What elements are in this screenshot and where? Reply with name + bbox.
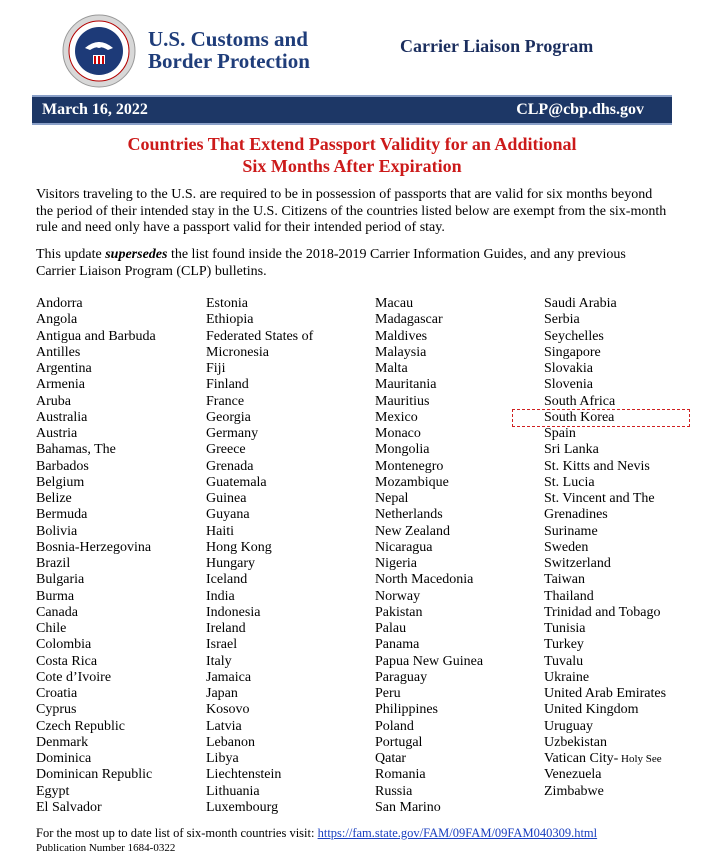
country-item: Jamaica bbox=[206, 669, 252, 685]
bulletin-date: March 16, 2022 bbox=[42, 101, 148, 118]
country-item: Guatemala bbox=[206, 474, 267, 490]
country-item: Greece bbox=[206, 442, 246, 458]
country-item: Mauritania bbox=[375, 377, 437, 393]
country-column-4 bbox=[544, 296, 666, 800]
country-item: Sweden bbox=[544, 539, 589, 555]
country-item: Bosnia-Herzegovina bbox=[36, 539, 152, 555]
country-item: Georgia bbox=[206, 409, 251, 425]
country-item: Portugal bbox=[375, 734, 423, 750]
country-item: Burma bbox=[36, 588, 75, 604]
country-item: Spain bbox=[544, 426, 576, 441]
country-item: Mozambique bbox=[375, 474, 449, 490]
country-item: Dominica bbox=[36, 751, 92, 766]
country-item: Antigua and Barbuda bbox=[36, 328, 156, 344]
country-item: Belgium bbox=[36, 474, 85, 490]
country-item: Saudi Arabia bbox=[544, 296, 617, 311]
country-item: St. Kitts and Nevis bbox=[544, 458, 650, 474]
country-item: Macau bbox=[375, 296, 414, 311]
country-item: Slovakia bbox=[544, 361, 593, 376]
country-item: Andorra bbox=[36, 296, 83, 311]
country-item: Monaco bbox=[375, 426, 421, 441]
country-item: Federated States of bbox=[206, 328, 314, 344]
country-item: Croatia bbox=[36, 686, 78, 701]
country-item: Uzbekistan bbox=[544, 734, 607, 750]
agency-name bbox=[148, 28, 310, 72]
country-item: Micronesia bbox=[206, 344, 269, 360]
south-korea-highlight bbox=[512, 409, 690, 427]
country-item: Qatar bbox=[375, 751, 407, 766]
country-item: Dominican Republic bbox=[36, 767, 153, 783]
country-item: Grenadines bbox=[544, 507, 608, 523]
country-item: Panama bbox=[375, 637, 420, 653]
country-item: Philippines bbox=[375, 702, 439, 718]
intro-paragraph: Visitors traveling to the U.S. are required to be in possession of passports that are valid for six months beyond the period of their intended stay in the U.S. Citizens of the countries listed below are exempt from the six-month rule and need only have a passport valid for their intended period of stay. bbox=[36, 187, 667, 235]
country-item: Nigeria bbox=[375, 556, 417, 571]
country-item: Tuvalu bbox=[544, 653, 584, 669]
country-item: Denmark bbox=[36, 734, 89, 750]
country-item: Kosovo bbox=[206, 702, 250, 718]
country-item: Peru bbox=[375, 686, 401, 701]
country-item: St. Vincent and The bbox=[544, 491, 655, 506]
country-item: Luxembourg bbox=[206, 799, 279, 815]
country-item: Israel bbox=[206, 637, 238, 653]
country-item: Brazil bbox=[36, 556, 71, 571]
country-item: Antilles bbox=[36, 344, 81, 360]
country-item: Turkey bbox=[544, 637, 584, 653]
country-item: Mauritius bbox=[375, 393, 430, 409]
country-item: Zimbabwe bbox=[544, 783, 604, 799]
country-item: Malta bbox=[375, 361, 408, 376]
country-item: Liechtenstein bbox=[206, 767, 282, 783]
country-item: South Korea bbox=[544, 409, 615, 425]
country-item: Czech Republic bbox=[36, 718, 126, 734]
country-item: Slovenia bbox=[544, 377, 593, 393]
country-item: Italy bbox=[206, 653, 232, 669]
country-item: Papua New Guinea bbox=[375, 653, 484, 669]
country-item: Germany bbox=[206, 426, 259, 441]
country-item: Vatican City- Holy See bbox=[544, 751, 662, 766]
country-item: Tunisia bbox=[544, 621, 586, 636]
country-item: Norway bbox=[375, 588, 421, 604]
date-bar bbox=[32, 95, 672, 125]
update-after: the list found inside the 2018-2019 Carrier Information Guides, and any previous Carrier Liaison Program (CLP) bulletins. bbox=[36, 247, 626, 279]
country-item: Costa Rica bbox=[36, 653, 98, 669]
country-item: Romania bbox=[375, 767, 426, 783]
country-item: Fiji bbox=[206, 361, 226, 376]
footer-text: For the most up to date list of six-month countries visit: bbox=[36, 826, 318, 840]
country-item: Lithuania bbox=[206, 783, 260, 799]
update-before: This update bbox=[36, 247, 106, 262]
country-column-3 bbox=[375, 296, 483, 816]
title-line1: Countries That Extend Passport Validity for an Additional bbox=[127, 134, 577, 154]
country-item: Guyana bbox=[206, 507, 250, 523]
country-item: El Salvador bbox=[36, 799, 102, 815]
title-line2: Six Months After Expiration bbox=[242, 156, 462, 176]
vatican-note: Holy See bbox=[618, 753, 662, 765]
country-item: Nicaragua bbox=[375, 539, 433, 555]
country-item: South Africa bbox=[544, 393, 616, 409]
country-item: St. Lucia bbox=[544, 474, 595, 490]
update-emphasis: supersedes bbox=[105, 247, 168, 262]
country-item: Venezuela bbox=[544, 767, 602, 783]
country-item: Iceland bbox=[206, 572, 248, 588]
country-column-1 bbox=[36, 296, 156, 816]
country-item: Mongolia bbox=[375, 442, 430, 458]
country-item: Chile bbox=[36, 621, 67, 636]
update-paragraph bbox=[36, 247, 668, 280]
country-item: Grenada bbox=[206, 458, 254, 474]
country-item: Uruguay bbox=[544, 718, 593, 734]
country-item: Barbados bbox=[36, 458, 89, 474]
country-item: Madagascar bbox=[375, 312, 443, 328]
country-item: Maldives bbox=[375, 328, 428, 344]
country-item: Ukraine bbox=[544, 669, 590, 685]
country-item: Bulgaria bbox=[36, 572, 85, 588]
country-item: United Arab Emirates bbox=[544, 686, 667, 701]
country-item: Bermuda bbox=[36, 507, 88, 523]
cbp-seal-icon bbox=[62, 14, 136, 88]
country-item: Seychelles bbox=[544, 328, 604, 344]
country-item: Austria bbox=[36, 426, 78, 441]
country-item: United Kingdom bbox=[544, 702, 639, 718]
country-item: Armenia bbox=[36, 377, 85, 393]
country-item: Russia bbox=[375, 783, 413, 799]
country-item: Argentina bbox=[36, 361, 92, 376]
country-item: Switzerland bbox=[544, 556, 611, 571]
country-item: India bbox=[206, 588, 235, 604]
country-item: Haiti bbox=[206, 523, 234, 539]
country-item: Australia bbox=[36, 409, 88, 425]
footer-note bbox=[36, 826, 597, 841]
country-item: Guinea bbox=[206, 491, 247, 506]
fam-link[interactable]: https://fam.state.gov/FAM/09FAM/09FAM040309.html bbox=[317, 826, 598, 840]
country-item: Libya bbox=[206, 751, 239, 766]
country-item: Angola bbox=[36, 312, 78, 328]
country-item: North Macedonia bbox=[375, 572, 474, 588]
country-item: Lebanon bbox=[206, 734, 255, 750]
country-item: Singapore bbox=[544, 344, 601, 360]
country-item: Montenegro bbox=[375, 458, 444, 474]
publication-number: Publication Number 1684-0322 bbox=[36, 842, 176, 854]
country-item: Netherlands bbox=[375, 507, 443, 523]
country-column-2 bbox=[206, 296, 313, 816]
country-item: Nepal bbox=[375, 491, 409, 506]
program-title: Carrier Liaison Program bbox=[400, 36, 594, 56]
country-item: Sri Lanka bbox=[544, 442, 599, 458]
country-item: Paraguay bbox=[375, 669, 428, 685]
country-item: Ireland bbox=[206, 621, 246, 636]
country-item: Latvia bbox=[206, 718, 242, 734]
agency-line1: U.S. Customs and bbox=[148, 27, 308, 51]
country-item: Trinidad and Tobago bbox=[544, 604, 661, 620]
country-item: Cyprus bbox=[36, 702, 77, 718]
country-item: Canada bbox=[36, 604, 78, 620]
country-item: San Marino bbox=[375, 799, 441, 815]
country-item: Hungary bbox=[206, 556, 255, 571]
country-item: Thailand bbox=[544, 588, 594, 604]
country-item: Malaysia bbox=[375, 344, 427, 360]
country-item: Serbia bbox=[544, 312, 580, 328]
contact-email[interactable]: CLP@cbp.dhs.gov bbox=[516, 101, 644, 118]
country-item: Colombia bbox=[36, 637, 92, 653]
country-item: France bbox=[206, 393, 245, 409]
country-item: Estonia bbox=[206, 296, 248, 311]
country-item: Bahamas, The bbox=[36, 442, 116, 458]
country-item: Suriname bbox=[544, 523, 598, 539]
country-item: New Zealand bbox=[375, 523, 451, 539]
document-header bbox=[0, 0, 708, 96]
country-item: Palau bbox=[375, 621, 407, 636]
country-item: Indonesia bbox=[206, 604, 261, 620]
country-item: Egypt bbox=[36, 783, 70, 799]
country-item: Mexico bbox=[375, 409, 418, 425]
country-item: Aruba bbox=[36, 393, 71, 409]
agency-line2: Border Protection bbox=[148, 49, 310, 73]
country-item: Pakistan bbox=[375, 604, 423, 620]
country-item: Hong Kong bbox=[206, 539, 272, 555]
country-item: Poland bbox=[375, 718, 414, 734]
country-item: Belize bbox=[36, 491, 72, 506]
document-title bbox=[32, 133, 672, 177]
country-item: Cote d’Ivoire bbox=[36, 669, 112, 685]
country-item: Taiwan bbox=[544, 572, 586, 588]
country-item: Japan bbox=[206, 686, 238, 701]
country-item: Finland bbox=[206, 377, 249, 393]
country-item: Bolivia bbox=[36, 523, 78, 539]
country-item: Ethiopia bbox=[206, 312, 254, 328]
